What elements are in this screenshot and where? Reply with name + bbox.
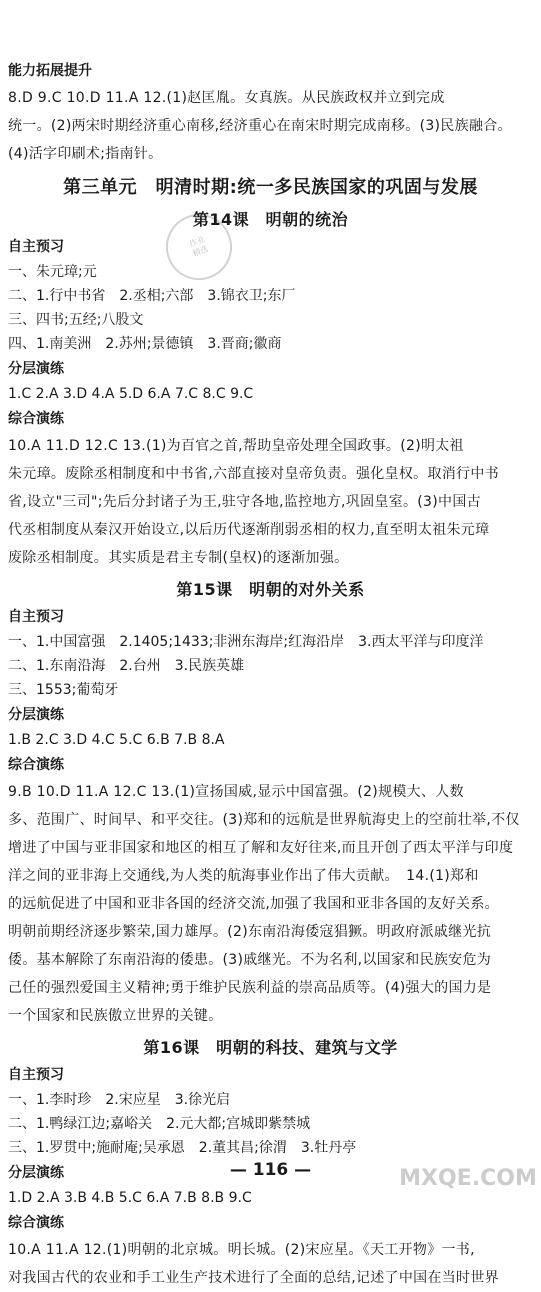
answer-line: 一、1.李时珍 2.宋应星 3.徐光启 — [8, 1092, 231, 1108]
answer-line: 统一。(2)两宋时期经济重心南移,经济重心在南宋时期完成南移。(3)民族融合。 — [8, 118, 512, 134]
section-heading-layered: 分层演练 — [8, 707, 64, 723]
answer-paragraph — [8, 1236, 533, 1292]
section-heading-ability: 能力拓展提升 — [8, 63, 92, 79]
answer-line: 三、四书;五经;八股文 — [8, 312, 144, 328]
answer-line: 朱元璋。废除丞相制度和中书省,六部直接对皇帝负责。强化皇权。取消行中书 — [8, 466, 499, 482]
answer-line: 10.A 11.D 12.C 13.(1)为百官之首,帮助皇帝处理全国政事。(2)明太祖 — [8, 438, 464, 454]
answer-line: 一、朱元璋;元 — [8, 264, 97, 280]
answer-line: 8.D 9.C 10.D 11.A 12.(1)赵匡胤。女真族。从民族政权并立到完成 — [8, 90, 445, 106]
answer-line: 10.A 11.A 12.(1)明朝的北京城。明长城。(2)宋应星。《天工开物》一书, — [8, 1242, 475, 1258]
answer-page — [8, 58, 533, 1292]
section-heading-preview: 自主预习 — [8, 239, 64, 255]
section-heading-comprehensive: 综合演练 — [8, 757, 64, 773]
answer-line: 二、1.东南沿海 2.台州 3.民族英雄 — [8, 658, 245, 674]
answer-line: 9.B 10.D 11.A 12.C 13.(1)宣扬国威,显示中国富强。(2)规模大、人数 — [8, 784, 464, 800]
lesson-title: 第16课 明朝的科技、建筑与文学 — [143, 1038, 398, 1057]
answer-line: 对我国古代的农业和手工业生产技术进行了全面的总结,记述了中国在当时世界 — [8, 1270, 499, 1286]
lesson-title: 第14课 明朝的统治 — [192, 210, 349, 229]
answer-line: 省,设立"三司";先后分封诸子为王,驻守各地,监控地方,巩固皇室。(3)中国古 — [8, 494, 481, 510]
section-heading-comprehensive: 综合演练 — [8, 411, 64, 427]
answer-line: 三、1.罗贯中;施耐庵;吴承恩 2.董其昌;徐渭 3.牡丹亭 — [8, 1140, 357, 1156]
section-heading-comprehensive: 综合演练 — [8, 1215, 64, 1231]
answer-line: 三、1553;葡萄牙 — [8, 682, 119, 698]
section-heading-layered: 分层演练 — [8, 361, 64, 377]
answer-line: 己任的强烈爱国主义精神;勇于维护民族利益的崇高品质等。(4)强大的国力是 — [8, 980, 492, 996]
page-number: — 116 — — [229, 1160, 312, 1180]
section-heading-preview: 自主预习 — [8, 609, 64, 625]
answer-line: 四、1.南美洲 2.苏州;景德镇 3.晋商;徽商 — [8, 336, 282, 352]
answer-line: 洋之间的亚非海上交通线,为人类的航海事业作出了伟大贡献。 14.(1)郑和 — [8, 868, 479, 884]
answer-paragraph — [8, 778, 533, 1030]
answer-paragraph — [8, 84, 533, 168]
answer-line: 一个国家和民族傲立世界的关键。 — [8, 1008, 223, 1024]
answer-line: (4)活字印刷术;指南针。 — [8, 146, 163, 162]
answer-paragraph — [8, 432, 533, 572]
answer-line: 多、范围广、时间早、和平交往。(3)郑和的远航是世界航海史上的空前壮举,不仅 — [8, 812, 520, 828]
section-heading-layered: 分层演练 — [8, 1165, 64, 1181]
lesson-title: 第15课 明朝的对外关系 — [176, 580, 365, 599]
answer-line: 二、1.行中书省 2.丞相;六部 3.锦衣卫;东厂 — [8, 288, 296, 304]
answer-line: 二、1.鸭绿江边;嘉峪关 2.元大都;宫城即紫禁城 — [8, 1116, 311, 1132]
answer-line: 一、1.中国富强 2.1405;1433;非洲东海岸;红海沿岸 3.西太平洋与印度洋 — [8, 634, 484, 650]
answer-line: 的远航促进了中国和亚非各国的经济交流,加强了我国和亚非各国的友好关系。 — [8, 896, 499, 912]
section-heading-preview: 自主预习 — [8, 1067, 64, 1083]
answer-line: 废除丞相制度。其实质是君主专制(皇权)的逐渐加强。 — [8, 550, 349, 566]
answer-line: 倭。基本解除了东南沿海的倭患。(3)戚继光。不为名利,以国家和民族安危为 — [8, 952, 492, 968]
answer-line: 1.B 2.C 3.D 4.C 5.C 6.B 7.B 8.A — [8, 732, 225, 748]
site-watermark: MXQE.COM — [399, 1166, 537, 1191]
answer-line: 1.C 2.A 3.D 4.A 5.D 6.A 7.C 8.C 9.C — [8, 386, 254, 402]
answer-line: 增进了中国与亚非国家和地区的相互了解和友好往来,而且开创了西太平洋与印度 — [8, 840, 514, 856]
stamp-seal: 作业 精选 — [157, 205, 242, 290]
answer-line: 1.D 2.A 3.B 4.B 5.C 6.A 7.B 8.B 9.C — [8, 1190, 252, 1206]
answer-line: 明朝前期经济逐步繁荣,国力雄厚。(2)东南沿海倭寇猖獗。明政府派戚继光抗 — [8, 924, 492, 940]
answer-line: 代丞相制度从秦汉开始设立,以后历代逐渐削弱丞相的权力,直至明太祖朱元璋 — [8, 522, 490, 538]
unit-title: 第三单元 明清时期:统一多民族国家的巩固与发展 — [63, 177, 478, 198]
